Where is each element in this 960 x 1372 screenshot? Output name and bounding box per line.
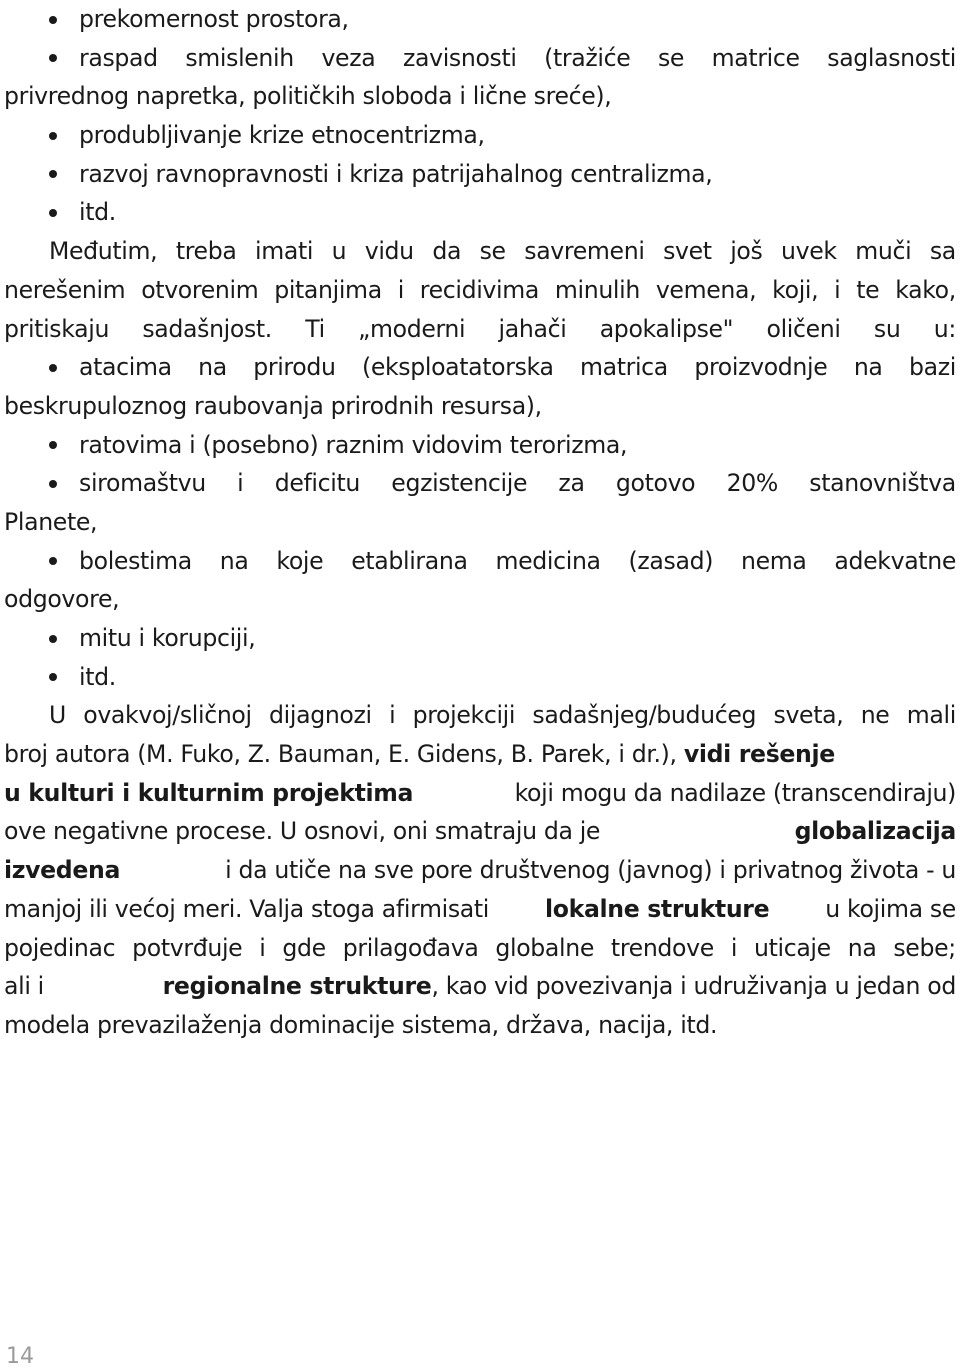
bullet-icon bbox=[49, 132, 57, 140]
word: uvek bbox=[780, 237, 837, 266]
bullet-icon bbox=[49, 54, 57, 62]
bold-text: regionalne strukture bbox=[162, 972, 432, 1001]
word: (eksploatatorska bbox=[361, 353, 554, 382]
word: ne bbox=[860, 701, 890, 730]
paragraph-line: ali i regionalne strukture, kao vid povezivanja i udruživanja u jedan od bbox=[4, 972, 956, 1001]
justified-line bbox=[79, 542, 956, 581]
word: (tražiće bbox=[544, 43, 631, 72]
word: saglasnosti bbox=[827, 43, 956, 72]
word: u: bbox=[933, 314, 956, 343]
word: koje bbox=[276, 546, 324, 575]
word: bazi bbox=[908, 353, 956, 382]
word: matrica bbox=[579, 353, 668, 382]
word: siromaštvu bbox=[79, 469, 206, 498]
paragraph-line bbox=[4, 696, 956, 735]
word: ovakvoj/sličnoj bbox=[83, 701, 252, 730]
word: adekvatne bbox=[834, 546, 956, 575]
list-item bbox=[4, 464, 956, 503]
word: nerešenim bbox=[4, 275, 126, 304]
word: 20% bbox=[726, 469, 778, 498]
word: jahači bbox=[498, 314, 567, 343]
word: raspad bbox=[79, 43, 158, 72]
word: uticaje bbox=[753, 933, 831, 962]
word: sa bbox=[929, 237, 956, 266]
word: prilagođava bbox=[342, 933, 479, 962]
paragraph-line: broj autora (M. Fuko, Z. Bauman, E. Gidens, B. Parek, i dr.), vidi rešenje bbox=[4, 740, 835, 769]
list-item bbox=[4, 542, 956, 581]
bullet-icon bbox=[49, 170, 57, 178]
word: otvorenim bbox=[141, 275, 259, 304]
bullet-icon bbox=[49, 480, 57, 488]
word: mali bbox=[906, 701, 956, 730]
word: gde bbox=[282, 933, 326, 962]
word: apokalipse" bbox=[599, 314, 734, 343]
word: pitanjima bbox=[274, 275, 382, 304]
word: da bbox=[432, 237, 462, 266]
bullet-icon bbox=[49, 209, 57, 217]
paragraph-line bbox=[4, 232, 956, 271]
list-item bbox=[4, 348, 956, 387]
word: imati bbox=[255, 237, 314, 266]
paragraph-line: izvedena i da utiče na sve pore društvenog (javnog) i privatnog života - u bbox=[4, 851, 956, 890]
word: sebe; bbox=[893, 933, 956, 962]
word: i bbox=[259, 933, 266, 962]
word: se bbox=[657, 43, 685, 72]
word: treba bbox=[175, 237, 237, 266]
word: sveta, bbox=[773, 701, 844, 730]
word: te bbox=[856, 275, 880, 304]
word: svet bbox=[663, 237, 712, 266]
word: vidu bbox=[364, 237, 414, 266]
word: sadašnjost. bbox=[142, 314, 272, 343]
list-item bbox=[4, 39, 956, 78]
word: na bbox=[198, 353, 227, 382]
word: prirodu bbox=[253, 353, 336, 382]
word: vemena, bbox=[655, 275, 757, 304]
word: etablirana bbox=[351, 546, 468, 575]
word: veza bbox=[321, 43, 376, 72]
bold-text: vidi rešenje bbox=[683, 740, 835, 769]
word: deficitu bbox=[274, 469, 360, 498]
list-item: itd. bbox=[4, 658, 956, 697]
bullet-icon bbox=[49, 16, 57, 24]
text-line: Planete, bbox=[4, 507, 98, 536]
word: medicina bbox=[495, 546, 601, 575]
word: matrice bbox=[711, 43, 800, 72]
bullet-icon bbox=[49, 557, 57, 565]
bold-text: izvedena bbox=[4, 856, 121, 885]
word: koji, bbox=[772, 275, 819, 304]
paragraph-line: ove negativne procese. U osnovi, oni smatraju da je globalizacija bbox=[4, 812, 956, 851]
word: atacima bbox=[79, 353, 172, 382]
paragraph-line bbox=[4, 310, 956, 349]
text-line: odgovore, bbox=[4, 585, 120, 614]
word: na bbox=[847, 933, 877, 962]
word: kako, bbox=[895, 275, 956, 304]
word: i bbox=[397, 275, 404, 304]
word: se bbox=[479, 237, 506, 266]
list-item: itd. bbox=[4, 193, 956, 232]
bullet-icon bbox=[49, 364, 57, 372]
word: još bbox=[730, 237, 763, 266]
document-page bbox=[4, 0, 956, 1045]
word: U bbox=[49, 701, 66, 730]
bullet-icon bbox=[49, 441, 57, 449]
word: stanovništva bbox=[809, 469, 956, 498]
list-item: mitu i korupciji, bbox=[4, 619, 956, 658]
word: projekciji bbox=[412, 701, 516, 730]
paragraph-line: u kulturi i kulturnim projektima koji mogu da nadilaze (transcendiraju) bbox=[4, 774, 956, 813]
word: sadašnjeg/budućeg bbox=[532, 701, 757, 730]
word: oličeni bbox=[766, 314, 841, 343]
word: egzistencije bbox=[391, 469, 528, 498]
word: gotovo bbox=[615, 469, 696, 498]
word: recidivima bbox=[419, 275, 539, 304]
bold-text: lokalne strukture bbox=[545, 894, 770, 923]
paragraph-line: modela prevazilaženja dominacije sistema, država, nacija, itd. bbox=[4, 1010, 718, 1039]
paragraph-line bbox=[4, 271, 956, 310]
word: pritiskaju bbox=[4, 314, 110, 343]
word: (zasad) bbox=[628, 546, 714, 575]
bullet-icon bbox=[49, 635, 57, 643]
paragraph-line bbox=[4, 929, 956, 968]
list-item: razvoj ravnopravnosti i kriza patrijahalnog centralizma, bbox=[4, 155, 956, 194]
word: smislenih bbox=[185, 43, 294, 72]
bullet-icon bbox=[49, 673, 57, 681]
word: pojedinac bbox=[4, 933, 116, 962]
page-number: 14 bbox=[6, 1344, 34, 1369]
word: i bbox=[237, 469, 244, 498]
list-item: ratovima i (posebno) raznim vidovim terorizma, bbox=[4, 426, 956, 465]
word: na bbox=[219, 546, 249, 575]
word: Ti bbox=[305, 314, 325, 343]
word: muči bbox=[855, 237, 912, 266]
word: za bbox=[558, 469, 585, 498]
word: nema bbox=[740, 546, 807, 575]
justified-line bbox=[79, 348, 956, 387]
word: u bbox=[331, 237, 347, 266]
bold-text: u kulturi i kulturnim projektima bbox=[4, 778, 414, 807]
text-line: privrednog napretka, političkih sloboda i lične sreće), bbox=[4, 82, 612, 111]
word: dijagnozi bbox=[269, 701, 372, 730]
bold-text: globalizacija bbox=[794, 817, 956, 846]
word: trendove bbox=[610, 933, 714, 962]
list-item: produbljivanje krize etnocentrizma, bbox=[4, 116, 956, 155]
word: Međutim, bbox=[49, 237, 158, 266]
word: „moderni bbox=[358, 314, 466, 343]
justified-line bbox=[79, 39, 956, 78]
word: i bbox=[730, 933, 738, 962]
word: i bbox=[389, 701, 396, 730]
word: globalne bbox=[495, 933, 594, 962]
word: i bbox=[834, 275, 841, 304]
paragraph-line: manjoj ili većoj meri. Valja stoga afirmisati lokalne strukture u kojima se bbox=[4, 890, 956, 929]
word: zavisnosti bbox=[402, 43, 517, 72]
word: bolestima bbox=[79, 546, 192, 575]
list-item: prekomernost prostora, bbox=[4, 0, 956, 39]
word: su bbox=[873, 314, 901, 343]
word: minulih bbox=[554, 275, 640, 304]
word: na bbox=[853, 353, 883, 382]
word: potvrđuje bbox=[132, 933, 243, 962]
word: savremeni bbox=[524, 237, 645, 266]
word: proizvodnje bbox=[694, 353, 828, 382]
justified-line bbox=[79, 464, 956, 503]
text-line: beskrupuloznog raubovanja prirodnih resursa), bbox=[4, 391, 542, 420]
